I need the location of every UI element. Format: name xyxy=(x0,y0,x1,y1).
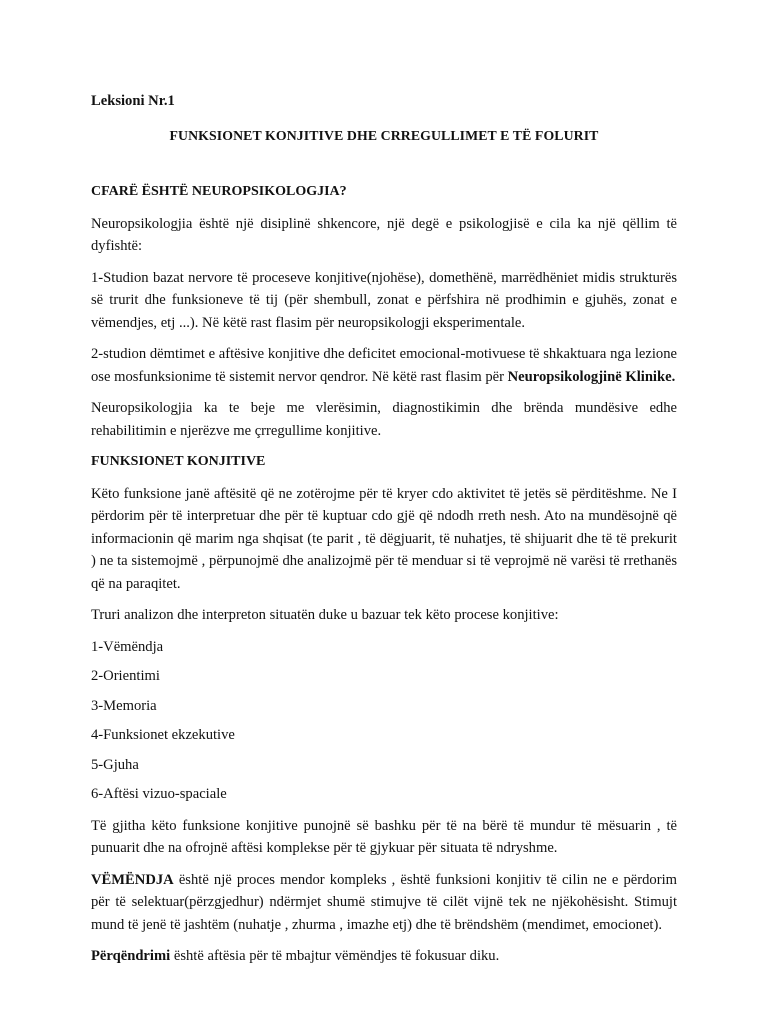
section-heading-neuropsychology: CFARË ËSHTË NEUROPSIKOLOGJIA? xyxy=(91,184,347,199)
paragraph-definition: Neuropsikologjia është një disiplinë shkencore, një degë e psikologjisë e cila ka një qëllim të dyfishtë: xyxy=(91,215,677,254)
attention-term: VËMËNDJA xyxy=(91,871,174,888)
paragraph-attention xyxy=(91,869,677,937)
document-title: FUNKSIONET KONJITIVE DHE CRREGULLIMET E TË FOLURIT xyxy=(169,127,599,143)
section-heading-cognitive-functions: FUNKSIONET KONJITIVE xyxy=(91,454,266,469)
paragraph-clinical-text: 2-studion dëmtimet e aftësive konjitive dhe deficitet emocional-motivuese të shkaktuara nga lezione ose mosfunksionime të sistemit nervor qendror. Në këtë rast flasim për xyxy=(91,346,677,385)
lesson-label: Leksioni Nr.1 xyxy=(91,93,175,109)
list-item: 3-Memoria xyxy=(91,697,157,714)
paragraph-functions-description: Këto funksione janë aftësitë që ne zotërojme për të kryer cdo aktivitet të jetës së përditëshme. Ne I përdorim për të interpretuar dhe për të kuptuar cdo gjë që ndodh rreth nesh. Ato na mundësojnë që informacionin që marim nga shqisat (te parit , të dëgjuarit, të nuhatjes, të shijuarit dhe të të prekurit ) ne ta sistemojmë , përpunojmë dhe analizojmë për të menduar si të veprojmë në varësi të rrethanës që na paraqitet. xyxy=(91,485,677,592)
list-item: 1-Vëmëndja xyxy=(91,638,164,655)
paragraph-assessment: Neuropsikologjia ka te beje me vlerësimin, diagnostikimin dhe brënda mundësive edhe rehabilitimin e njerëzve me çrregullime konjitive. xyxy=(91,400,677,439)
paragraph-concentration xyxy=(91,945,677,968)
concentration-term: Përqëndrimi xyxy=(91,948,171,964)
paragraph-attention-text: është një proces mendor kompleks , është funksioni konjitiv të cilin ne e përdorim për të selektuar(përzgjedhur) ndërmjet shumë stimujve të cilët vijnë tek ne njëkohësisht. Stimujt mund të jenë të jashtëm (nuhatje , zhurma , imazhe etj) dhe të brëndshëm (mendimet, emocionet). xyxy=(91,871,677,933)
clinical-neuropsychology-term: Neuropsikologjinë Klinike. xyxy=(507,368,676,385)
paragraph-experimental: 1-Studion bazat nervore të proceseve konjitive(njohëse), domethënë, marrëdhëniet midis strukturës së trurit dhe funksioneve të tij (për shembull, zonat e përfshira në prodhimin e gjuhës, zonat e vëmendjes, etj ...). Në këtë rast flasim për neuropsikologji eksperimentale. xyxy=(91,269,677,331)
paragraph-brain-analysis: Truri analizon dhe interpreton situatën duke u bazuar tek këto procese konjitive: xyxy=(91,607,559,623)
paragraph-clinical xyxy=(91,343,677,388)
list-item: 5-Gjuha xyxy=(91,756,139,773)
paragraph-concentration-text: është aftësia për të mbajtur vëmëndjes të fokusuar diku. xyxy=(170,948,500,964)
cognitive-process-list xyxy=(91,636,677,806)
list-item: 2-Orientimi xyxy=(91,668,160,684)
paragraph-together: Të gjitha këto funksione konjitive punojnë së bashku për të na bërë të mundur të mësuarin , të punuarit dhe na ofrojnë aftësi komplekse për të gjykuar për situata të ndryshme. xyxy=(91,817,677,856)
list-item: 6-Aftësi vizuo-spaciale xyxy=(91,786,227,802)
document-page xyxy=(91,90,677,977)
list-item: 4-Funksionet ekzekutive xyxy=(91,727,235,743)
